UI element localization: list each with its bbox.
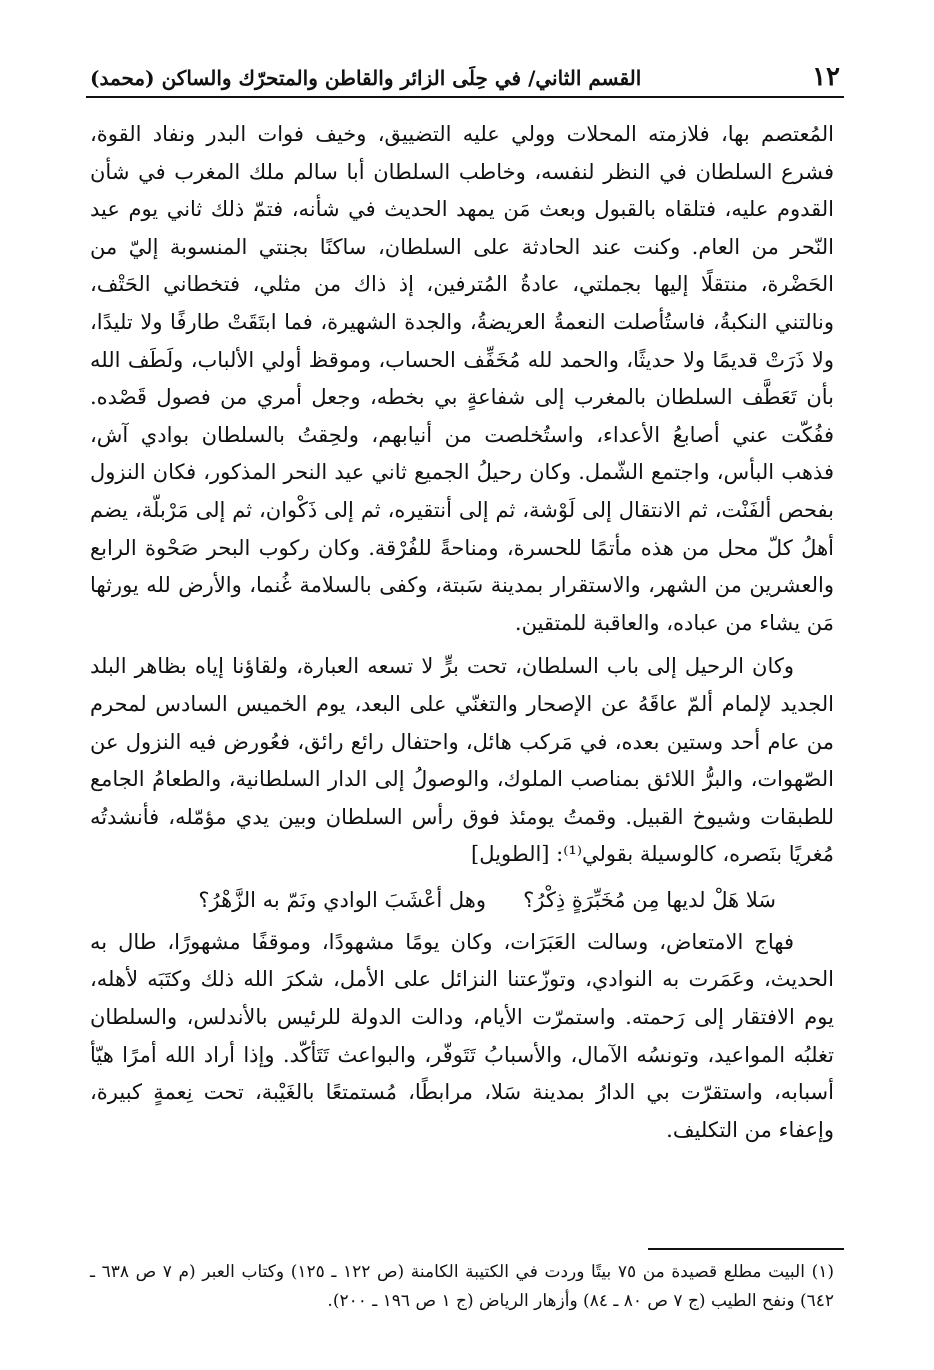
paragraph-1: المُعتصم بها، فلازمته المحلات وولي عليه التضييق، وخيف فوات البدر ونفاد القوة، فشرع السلطان في النظر لنفسه، وخاطب السلطان أبا سالم ملك المغرب في شأن القدوم عليه، فتلقاه بالقبول وبعث مَن يمهد الحديث في شأنه، فتمّ ذلك ثاني يوم عيد النّحر من العام. وكنت عند الحادثة على السلطان، ساكنًا بجنتي المنسوبة إليّ من الحَضْرة، منتقلًا إليها بجملتي، عادةُ المُترفين، إذ ذاك من مثلي، فتخطاني الحَتْف، ونالتني النكبةُ، فاستُأصلت النعمةُ العريضةُ، والجدة الشهيرة، فما ابتَقَتْ طارفًا ولا تليدًا، ولا ذَرَتْ قديمًا ولا حديثًا، والحمد لله مُخَفِّف الحساب، وموقظ أولي الألباب، ولَطَف الله بأن تَعَطَّف السلطان بالمغرب إلى شفاعةٍ بي بخطه، وجعل أمري من فصول قَصْده. ففُكّت عني أصابعُ الأعداء، واستُخلصت من أنيابهم، ولحِقتُ بالسلطان بوادي آش، فذهب البأس، واجتمع الشّمل. وكان رحيلُ الجميع ثاني عيد النحر المذكور، فكان النزول بفحص ألفَنْت، ثم الانتقال إلى لَوْشة، ثم إلى أنتقيره، ثم إلى ذَكْوان، ثم إلى مَرْبلّة، يضم أهلُ كلّ محل من هذه مأتمًا للحسرة، ومناحةً للفُرْقة. وكان ركوب البحر صَحْوة الرابع والعشرين من الشهر، والاستقرار بمدينة سَبتة، وكفى بالسلامة غُنما، والأرض لله يورثها مَن يشاء من عباده، والعاقبة للمتقين. [90, 122, 834, 635]
running-title: القسم الثاني/ في حِلَى الزائر والقاطن والمتحرّك والساكن (محمد) [90, 66, 642, 90]
page-header [86, 60, 844, 98]
poem-verse [90, 878, 834, 922]
footnote: (١) البيت مطلع قصيدة من ٧٥ بيتًا وردت في الكتيبة الكامنة (ص ١٢٢ ـ ١٢٥) وكتاب العبر (م ٧ ص ٦٣٨ ـ ٦٤٢) ونفح الطيب (ج ٧ ص ٨٠ ـ ٨٤) وأزهار الرياض (ج ١ ص ١٩٦ ـ ٢٠٠). [90, 1262, 834, 1311]
verse-hemistich-first: سَلا هَلْ لديها مِن مُخَبِّرَةٍ ذِكْرُ؟ [523, 887, 776, 912]
page-number: ١٢ [812, 62, 840, 92]
main-text [90, 116, 834, 1149]
verse-hemistich-second: وهل أعْشَبَ الوادي ونَمّ به الزَّهْرُ؟ [198, 887, 486, 912]
paragraph-3: فهاج الامتعاض، وسالت العَبَرَات، وكان يومًا مشهودًا، وموقفًا مشهورًا، طال به الحديث، وعَمَرت به النوادي، وتوزّعتنا النزائل على الأمل، شكرَ الله ذلك وكتَبَه لأهله، يوم الافتقار إلى رَحمته. واستمرّت الأيام، ودالت الدولة للرئيس بالأندلس، والسلطان تغلبُه المواعيد، وتونسُه الآمال، والأسبابُ تَتَوفّر، والبواعث تَتَأكّد. وإذا أراد الله أمرًا هيّأ أسبابه، واستقرّت بي الدارُ بمدينة سَلا، مرابطًا، مُستمتعًا بالغَيْبة، تحت نِعمةٍ كبيرة، وإعفاء من التكليف. [90, 929, 834, 1142]
footnote-separator [648, 1248, 844, 1250]
paragraph-2: وكان الرحيل إلى باب السلطان، تحت برٍّ لا تسعه العبارة، ولقاؤنا إياه بظاهر البلد الجديد لإلمام ألمّ عاقَهُ عن الإصحار والتغنّي على البعد، يوم الخميس السادس لمحرم من عام أحد وستين بعده، في مَركب هائل، واحتفال رائع رائق، فعُورض فيه النزول عن الصّهوات، والبرُّ اللائق بمناصب الملوك، والوصولُ إلى الدار السلطانية، والطعامُ الجامع للطبقات وشيوخ القبيل. وقمتُ يومئذ فوق رأس السلطان وبين يدي مؤمّله، فأنشدتُه مُغريًا بنَصره، كالوسيلة بقولي⁽¹⁾: [الطويل] [90, 654, 834, 867]
